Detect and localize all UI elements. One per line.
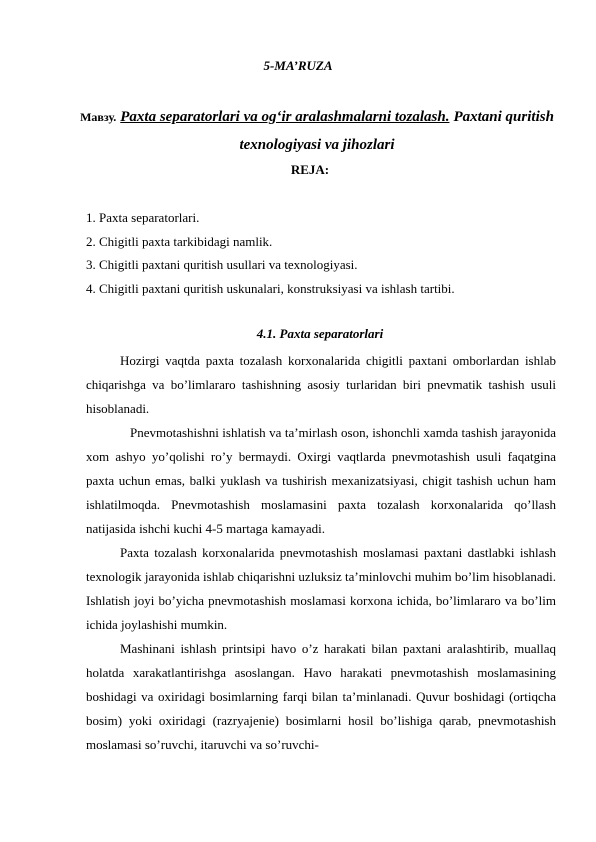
plan-item: 4. Chigitli paxtani quritish uskunalari, konstruksiyasi va ishlash tartibi. (86, 280, 455, 296)
section-heading: 4.1. Paxta separatorlari (256, 326, 384, 341)
lecture-number: 5-MA’RUZA (263, 58, 333, 73)
plan-list (86, 206, 556, 300)
paragraph: Pnevmotashishni ishlatish va ta’mirlash oson, ishonchli xamda tashish jarayonida xom ashyo yo’qolishi ro’y bermaydi. Oxirgi vaqtlarda pnevmotashish usuli faqatgina paxta uchun emas, balki yuklash va tushirish mexanizatsiyasi, chigit tashish uchun ham ishlatilmoqda. Pnevmotashish moslamasini paxta tozalash korxonalarida qo’llash natijasida ishchi kuchi 4-5 martaga kamayadi. (86, 425, 556, 536)
paragraph: Paxta tozalash korxonalarida pnevmotashish moslamasi paxtani dastlabki ishlash texnologik jarayonida ishlab chiqarishni uzluksiz ta’minlovchi muhim bo’lim hisoblanadi. Ishlatish joyi bo’yicha pnevmotashish moslamasi korxona ichida, bo’limlararo va bo’lim ichida joylashishi mumkin. (86, 545, 556, 632)
plan-item: 3. Chigitli paxtani quritish usullari va texnologiyasi. (86, 257, 358, 272)
plan-heading: REJA: (290, 162, 330, 177)
topic-title-rest: Paxtani quritish texnologiyasi va jihozlari (239, 109, 554, 153)
plan-item: 1. Paxta separatorlari. (86, 210, 200, 225)
paragraph: Hozirgi vaqtda paxta tozalash korxonalarida chigitli paxtani omborlardan ishlab chiqarishga va bo’limlararo tashishning asosiy turlaridan biri pnevmatik tashish usuli hisoblanadi. (86, 353, 556, 416)
topic-prefix: Мавзу. (80, 110, 117, 124)
plan-item: 2. Chigitli paxta tarkibidagi namlik. (86, 233, 273, 249)
topic-title-underlined: Paxta separatorlari va og‘ir aralashmalarni tozalash. (120, 109, 450, 125)
topic-title (80, 103, 554, 159)
paragraph: Mashinani ishlash printsipi havo o’z harakati bilan paxtani aralashtirib, muallaq holatda xarakatlantirishga asoslangan. Havo harakati pnevmotashish moslamasining boshidagi va oxiridagi bosimlarning farqi bilan ta’minlanadi. Quvur boshidagi (ortiqcha bosim) yoki oxiridagi (razryajenie) bosimlarni hosil bo’lishiga qarab, pnevmotashish moslamasi so’ruvchi, itaruvchi va so’ruvchi- (86, 641, 556, 752)
body-text (86, 349, 556, 757)
